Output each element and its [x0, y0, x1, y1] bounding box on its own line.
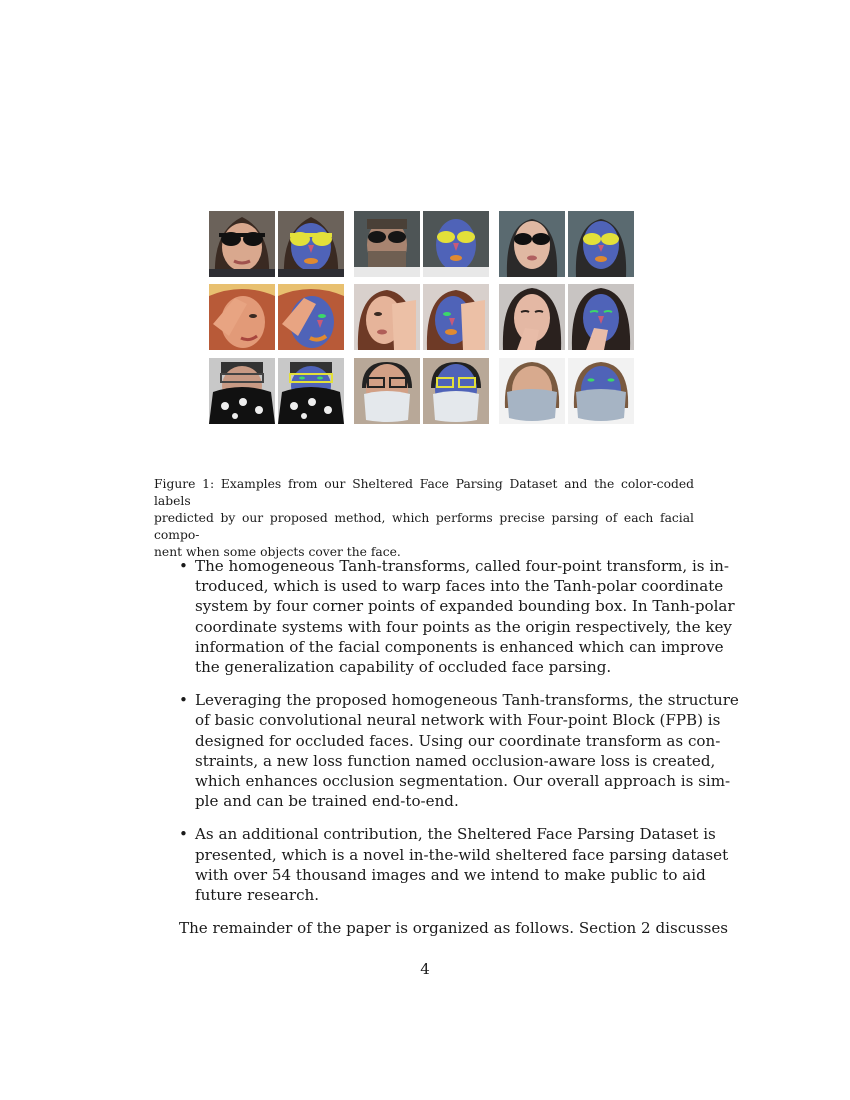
body-paragraph: The remainder of the paper is organized as follows. Section 2 discusses	[179, 919, 729, 937]
photo-sunglasses-woman	[209, 211, 275, 277]
photo-hand-eye-woman	[354, 284, 420, 350]
label-sunglasses-woman-2	[568, 211, 634, 277]
list-item	[179, 556, 735, 677]
photo-bandana-man	[209, 358, 275, 424]
figure-caption	[154, 476, 694, 561]
text-line: ple and can be trained end-to-end.	[195, 792, 459, 811]
bullet-icon: •	[179, 557, 188, 575]
caption-line: nent when some objects cover the face.	[154, 545, 401, 559]
bullet-icon: •	[179, 691, 188, 710]
text-line: coordinate systems with four points as the origin respectively, the key	[195, 617, 732, 636]
bullet-icon: •	[179, 825, 188, 844]
text-line: which enhances occlusion segmentation. Our overall approach is sim-	[195, 772, 731, 791]
label-hand-face-woman	[278, 284, 344, 350]
list-item	[179, 690, 739, 811]
text-line: information of the facial components is enhanced which can improve	[195, 637, 724, 656]
text-line: system by four corner points of expanded bounding box. In Tanh-polar	[195, 597, 735, 616]
photo-hand-face-woman	[209, 284, 275, 350]
label-hand-eye-woman	[423, 284, 489, 350]
label-mask-woman	[568, 358, 634, 424]
text-line: with over 54 thousand images and we intend to make public to aid	[195, 865, 706, 884]
text-line: of basic convolutional neural network with Four-point Block (FPB) is	[195, 711, 721, 730]
caption-line: predicted by our proposed method, which performs precise parsing of each facial compo-	[154, 511, 694, 542]
text-line: The homogeneous Tanh-transforms, called four-point transform, is in-	[195, 557, 729, 575]
list-item	[179, 824, 729, 905]
text-line: presented, which is a novel in-the-wild sheltered face parsing dataset	[195, 845, 729, 864]
label-mask-man-glasses	[423, 358, 489, 424]
photo-sunglasses-woman-2	[499, 211, 565, 277]
text-line: designed for occluded faces. Using our coordinate transform as con-	[195, 731, 721, 750]
text-line: Leveraging the proposed homogeneous Tanh-transforms, the structure	[195, 691, 739, 710]
photo-sunglasses-man	[354, 211, 420, 277]
text-line: As an additional contribution, the Sheltered Face Parsing Dataset is	[195, 825, 716, 844]
text-line: the generalization capability of occluded face parsing.	[195, 658, 612, 677]
text-line: straints, a new loss function named occlusion-aware loss is created,	[195, 751, 716, 770]
label-sunglasses-man	[423, 211, 489, 277]
photo-mask-man-glasses	[354, 358, 420, 424]
caption-line: Figure 1: Examples from our Sheltered Face Parsing Dataset and the color-coded labels	[154, 477, 694, 508]
figure-image-grid	[209, 211, 635, 425]
label-sunglasses-woman	[278, 211, 344, 277]
text-line: future research.	[195, 886, 320, 905]
photo-hand-mouth-woman	[499, 284, 565, 350]
label-hand-mouth-woman	[568, 284, 634, 350]
photo-mask-woman	[499, 358, 565, 424]
contribution-list	[179, 556, 739, 918]
page-number: 4	[420, 960, 430, 978]
text-line: troduced, which is used to warp faces into the Tanh-polar coordinate	[195, 577, 724, 596]
label-bandana-man	[278, 358, 344, 424]
